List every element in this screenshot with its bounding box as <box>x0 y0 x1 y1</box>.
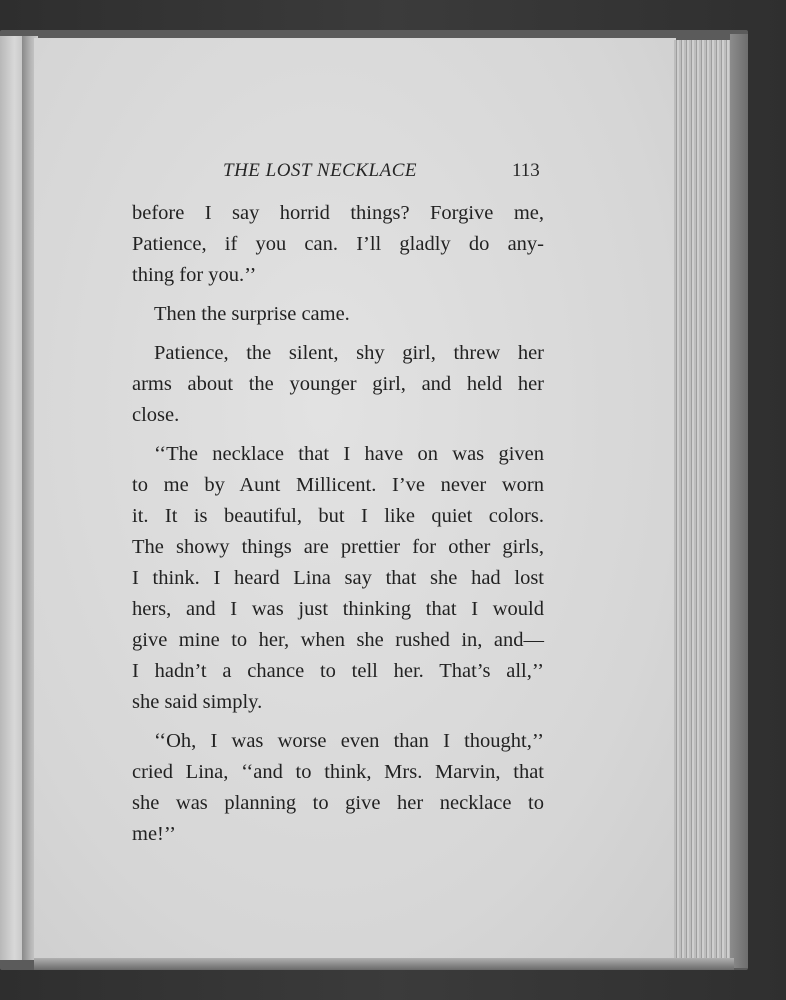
text-line: she said simply. <box>132 691 263 713</box>
text-line: thing for you.’’ <box>132 264 257 286</box>
text-line: I think. I heard Lina say that she had lost <box>132 567 544 589</box>
cover-edge <box>730 34 748 968</box>
text-line: give mine to her, when she rushed in, and— <box>132 629 544 651</box>
page-header <box>34 160 676 190</box>
text-line: close. <box>132 404 180 426</box>
text-line: hers, and I was just thinking that I would <box>132 598 544 620</box>
text-line: me!’’ <box>132 823 177 845</box>
text-line: Patience, if you can. I’ll gladly do any- <box>132 233 544 255</box>
page-bottom-shadow <box>34 958 734 970</box>
text-line: cried Lina, ‘‘and to think, Mrs. Marvin, that <box>132 761 544 783</box>
page-body <box>132 198 544 858</box>
paragraph <box>132 299 544 330</box>
text-line: before I say horrid things? Forgive me, <box>132 202 544 224</box>
text-line: Patience, the silent, shy girl, threw her <box>154 342 544 364</box>
text-line: arms about the younger girl, and held her <box>132 373 544 395</box>
text-line: she was planning to give her necklace to <box>132 792 544 814</box>
text-line: to me by Aunt Millicent. I’ve never worn <box>132 474 544 496</box>
text-line: The showy things are prettier for other girls, <box>132 536 544 558</box>
page-edges <box>674 40 732 966</box>
paragraph <box>132 439 544 718</box>
running-title: THE LOST NECKLACE <box>223 160 417 181</box>
text-line: ‘‘The necklace that I have on was given <box>154 443 544 465</box>
text-line: it. It is beautiful, but I like quiet colors. <box>132 505 544 527</box>
page-number: 113 <box>512 160 540 181</box>
paragraph <box>132 198 544 291</box>
paragraph <box>132 338 544 431</box>
text-line: Then the surprise came. <box>154 303 350 325</box>
paragraph <box>132 726 544 850</box>
text-line: I hadn’t a chance to tell her. That’s all,’’ <box>132 660 544 682</box>
text-line: ‘‘Oh, I was worse even than I thought,’’ <box>154 730 544 752</box>
